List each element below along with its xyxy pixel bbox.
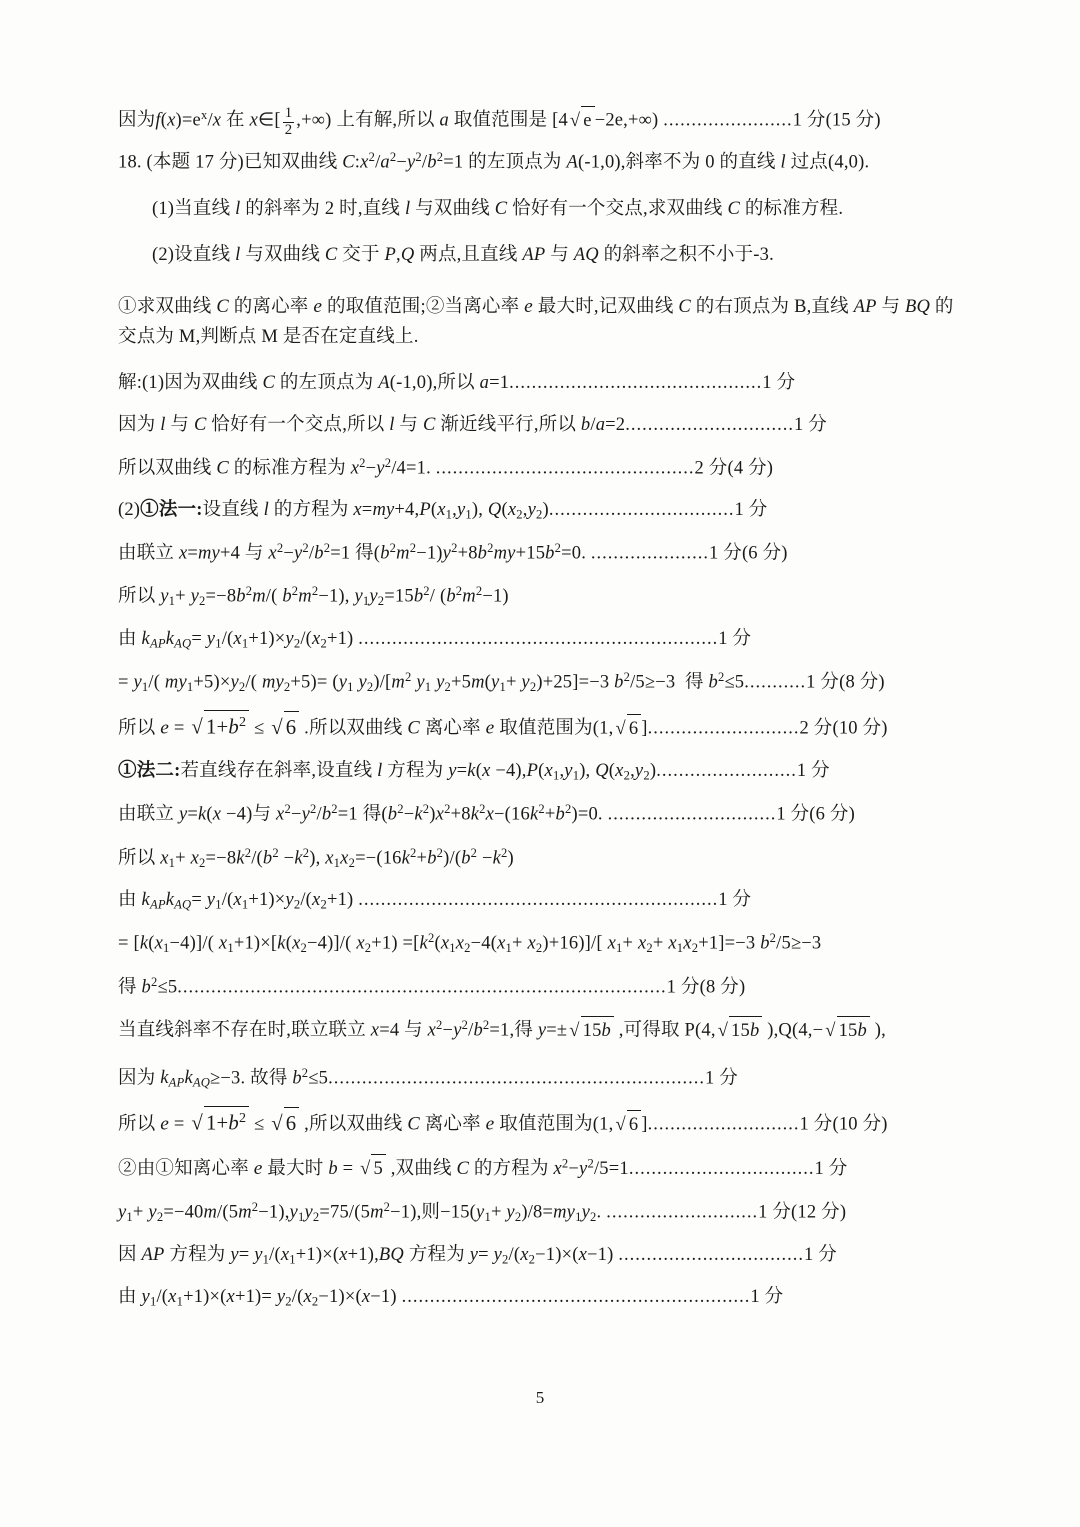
text-line-15: ①法二:若直线存在斜率,设直线 l 方程为 $y=k(x -4),P(x_1,y_1)$, $Q(x_2,y_2).........................1$ 分 [118,761,830,783]
text-line-14: 所以 e = √ $1+b^2$ ≤ √ 6 .所以双曲线 C 离心率 e 取值范围为(1, √ 6 ]...........................2 分(10 分) [118,710,963,745]
text-line-19: = $[k(x_1-4)]/$( $x_1+1)\times[k(x_2-4)]/$( $x_2+1) =[k^2(x_1x_2-4(x_1+ x_2)+16)]/$[ $x_1+ x_2+ x_1x_2+1]=-3$ $b^2/5\ge-3$ [118,931,822,956]
document-body [118,105,963,1325]
text-line-10: 由联立 x=my+4 与 $x^2-y^2/b^2=1$ 得$(b^2m^2-1)y^2+8b^2my+15b^2=0$. .....................1 分(6 分) [118,540,788,564]
text-line-21: 当直线斜率不存在时,联立联立 x=4 与 $x^2-y^2/b^2=1$,得 y=± √ 15b ,可得取 P(4, √ 15b ),Q(4,− √ 15b ), [118,1015,963,1047]
text-line-6: 解:(1)因为双曲线 C 的左顶点为 A(-1,0),所以 a=1.............................................1 分 [118,372,796,393]
page-number: 5 [535,1388,545,1407]
text-line-25: $y_1+ y_2=-40m/(5m^2-1),y_1y_2=75/(5m^2-1)$,则$-15(y_1+ y_2)/8=my_1y_2$. ...........................1 分(12 分) [118,1200,847,1225]
text-line-16: 由联立 y=k(x −4)与 $x^2-y^2/b^2=1$ 得$(b^2-k^2)x^2+8k^2x-(16k^2+b^2)=0$. ..............................1 分(6 分) [118,802,855,825]
text-line-8: 所以双曲线 C 的标准方程为 $x^2-y^2/4=1$. ..............................................2 分(4 分) [118,455,774,479]
text-line-2: 18. (本题 17 分)已知双曲线 $C:x^2/a^2-y^2/b^2=1$ 的左顶点为 A(-1,0),斜率不为 0 的直线 l 过点(4,0). [118,150,870,173]
text-line-7: 因为 l 与 C 恰好有一个交点,所以 l 与 C 渐近线平行,所以 b/a=2..............................1 分 [118,414,827,435]
text-line-12: 由 $k_{AP}k_{AQ}= y_1/(x_1+1)\times y_2/(x_2+1)$ ................................................................1 分 [118,628,752,651]
text-line-3: (1)当直线 l 的斜率为 2 时,直线 l 与双曲线 C 恰好有一个交点,求双曲线 C 的标准方程. [152,198,844,219]
text-line-5: ①求双曲线 C 的离心率 e 的取值范围;②当离心率 e 最大时,记双曲线 C 的右顶点为 B,直线 AP 与 BQ 的交点为 M,判断点 M 是否在定直线上. [118,295,954,347]
text-line-22: 因为 $k_{AP}k_{AQ}\ge-3$. 故得 $b^2\le 5...................................................................1$ 分 [118,1065,738,1090]
text-line-23: 所以 e = √ $1+b^2$ ≤ √ 6 ,所以双曲线 C 离心率 e 取值范围为(1, √ 6 ]...........................1 分(10 分) [118,1106,963,1141]
text-line-4: (2)设直线 l 与双曲线 C 交于 P,Q 两点,且直线 AP 与 AQ 的斜率之积不小于-3. [152,244,774,265]
text-line-13: = $y_1/$( $my_1+5)\times y_2/$( $my_2+5)= (y_1$ $y_2)/[m^2$ $y_1$ $y_2+5m(y_1+ y_2)+25]=-3$ $b^2/5\ge-3$ 得 $b^2\le 5...........1$ 分(8 分) [118,669,885,694]
text-line-24: ②由①知离心率 e 最大时 b = √ 5 ,双曲线 C 的方程为 $x^2-y^2/5=1.................................1$ 分 [118,1153,963,1185]
text-line-1: 因为$f(x)=e^x/x$ 在 x∈[ $\frac{1}{2}$ ,+∞) 上有解,所以 a 取值范围是 [4 √ e −2e,+∞) .......................1 分(15 分) [118,105,881,138]
text-line-18: 由 $k_{AP}k_{AQ}= y_1/(x_1+1)\times y_2/(x_2+1)$ ................................................................1 分 [118,890,752,912]
text-line-11: 所以 $y_1+ y_2=-8b^2m/$( $b^2m^2-1$), $y_1y_2=15b^2/$ $(b^2m^2-1)$ [118,584,509,609]
text-line-17: 所以 $x_1+ x_2=-8k^2/(b^2 -k^2)$, $x_1x_2=-(16k^2+b^2)/(b^2 -k^2)$ [118,845,514,870]
text-line-27: 由 $y_1/(x_1+1)\times(x+1)= y_2/(x_2-1)\times(x-1)$ ..............................................................1 分 [118,1286,784,1309]
text-line-20: 得 $b^2\le 5.......................................................................................1$ 分(8 分) [118,974,746,998]
text-line-9: (2)①法一:设直线 l 的方程为 $x=my+4,P(x_1,y_1)$, $Q(x_2,y_2).................................1$ 分 [118,500,768,522]
text-line-26: 因 AP 方程为 $y= y_1/(x_1+1)\times(x+1),BQ$ 方程为 $y= y_2/(x_2-1)\times(x-1)$ .................................1 分 [118,1244,837,1267]
